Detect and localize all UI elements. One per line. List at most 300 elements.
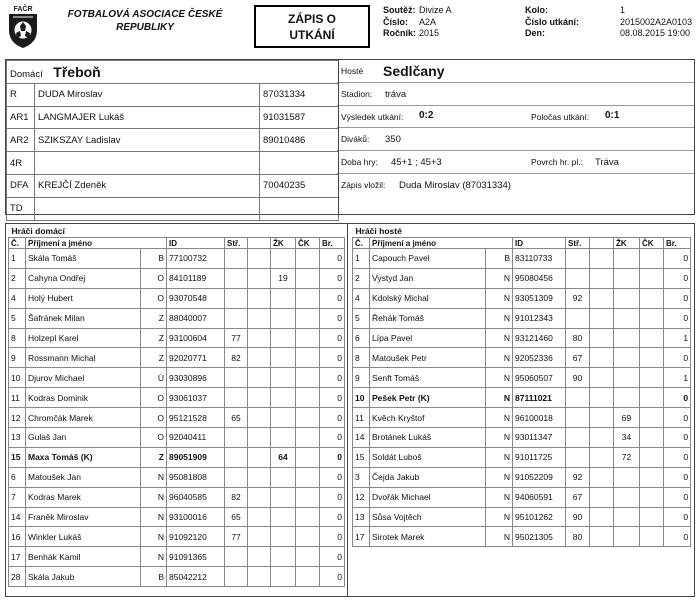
player-id: 96040585 — [167, 487, 225, 507]
player-name: Vystyd Jan — [370, 268, 486, 288]
official-role: 4R — [7, 152, 35, 175]
player-blank — [590, 408, 614, 428]
player-position: N — [486, 447, 513, 467]
player-substitution: 77 — [225, 527, 248, 547]
zapis-row — [337, 174, 694, 197]
player-row — [9, 348, 345, 368]
player-row — [9, 467, 345, 487]
player-substitution: 65 — [225, 408, 248, 428]
player-position: N — [486, 288, 513, 308]
col-ck: ČK — [296, 238, 320, 249]
player-red-card — [640, 388, 664, 408]
player-yellow-card — [614, 308, 640, 328]
col-id: ID — [167, 238, 225, 249]
player-number: 11 — [353, 408, 370, 428]
player-yellow-card — [271, 388, 296, 408]
player-blank — [248, 288, 271, 308]
player-id: 77100732 — [167, 249, 225, 269]
player-red-card — [640, 348, 664, 368]
player-number: 6 — [9, 467, 26, 487]
player-red-card — [640, 487, 664, 507]
player-blank — [590, 249, 614, 269]
player-id: 85042212 — [167, 567, 225, 587]
player-row — [353, 388, 691, 408]
player-position: N — [486, 368, 513, 388]
player-name: Winkler Lukáš — [26, 527, 141, 547]
document-title-line1: ZÁPIS O — [287, 12, 336, 26]
player-substitution: 65 — [225, 507, 248, 527]
player-substitution — [566, 428, 590, 448]
player-name: Sirotek Marek — [370, 527, 486, 547]
official-row — [7, 129, 339, 152]
player-blank — [590, 288, 614, 308]
player-red-card — [296, 547, 320, 567]
player-position: N — [486, 348, 513, 368]
player-number: 3 — [353, 467, 370, 487]
facr-logo — [3, 3, 43, 49]
player-blank — [590, 368, 614, 388]
player-id: 84101189 — [167, 268, 225, 288]
player-yellow-card — [614, 288, 640, 308]
home-label: Domácí — [10, 68, 43, 80]
player-id: 91011725 — [513, 447, 566, 467]
player-blank — [248, 268, 271, 288]
player-number: 11 — [9, 388, 26, 408]
player-id: 95080456 — [513, 268, 566, 288]
player-id: 96100018 — [513, 408, 566, 428]
player-number: 16 — [9, 527, 26, 547]
player-id: 95060507 — [513, 368, 566, 388]
den-label: Den: — [525, 28, 545, 38]
player-yellow-card — [271, 547, 296, 567]
player-row — [353, 428, 691, 448]
player-substitution: 90 — [566, 368, 590, 388]
player-blank — [590, 447, 614, 467]
player-yellow-card — [614, 328, 640, 348]
player-yellow-card — [614, 507, 640, 527]
player-position: O — [141, 288, 167, 308]
player-row — [9, 308, 345, 328]
player-name: Kdolský Michal — [370, 288, 486, 308]
player-id: 92020771 — [167, 348, 225, 368]
official-id — [260, 152, 339, 175]
player-goals: 0 — [320, 348, 345, 368]
player-goals: 0 — [320, 268, 345, 288]
player-position: N — [141, 487, 167, 507]
cislo-label: Číslo: — [383, 16, 409, 27]
home-players-title: Hráči domácí — [11, 226, 65, 236]
player-blank — [248, 447, 271, 467]
player-goals: 0 — [320, 447, 345, 467]
player-yellow-card — [271, 527, 296, 547]
player-position: Z — [141, 328, 167, 348]
player-goals: 0 — [664, 348, 691, 368]
player-row — [353, 447, 691, 467]
player-number: 2 — [353, 268, 370, 288]
player-id: 93121460 — [513, 328, 566, 348]
document-title-line2: UTKÁNÍ — [289, 28, 335, 42]
player-row — [9, 447, 345, 467]
col-str: Stř. — [225, 238, 248, 249]
player-substitution — [225, 547, 248, 567]
player-red-card — [296, 567, 320, 587]
player-number: 5 — [353, 308, 370, 328]
col-zk: ŽK — [271, 238, 296, 249]
player-substitution — [225, 308, 248, 328]
player-name: Brotánek Lukáš — [370, 428, 486, 448]
soutez-label: Soutěž: — [383, 5, 416, 15]
divaku-label: Diváků: — [341, 134, 370, 145]
rocnik-label: Ročník: — [383, 28, 417, 38]
player-number: 1 — [353, 249, 370, 269]
player-id: 93030896 — [167, 368, 225, 388]
player-red-card — [296, 328, 320, 348]
player-goals: 0 — [320, 428, 345, 448]
player-yellow-card — [614, 368, 640, 388]
official-name — [35, 152, 260, 175]
player-number: 9 — [9, 348, 26, 368]
player-blank — [590, 507, 614, 527]
player-substitution — [225, 288, 248, 308]
players-divider — [347, 223, 348, 597]
player-id: 93070548 — [167, 288, 225, 308]
player-blank — [248, 328, 271, 348]
player-number: 13 — [353, 507, 370, 527]
player-goals: 0 — [664, 507, 691, 527]
player-row — [353, 408, 691, 428]
player-red-card — [640, 308, 664, 328]
divaku-row — [337, 128, 694, 151]
player-name: Chromčák Marek — [26, 408, 141, 428]
player-position: O — [141, 408, 167, 428]
player-number: 4 — [9, 288, 26, 308]
player-blank — [248, 428, 271, 448]
player-substitution — [225, 268, 248, 288]
player-number: 5 — [9, 308, 26, 328]
away-players-table — [352, 225, 691, 547]
player-number: 28 — [9, 567, 26, 587]
player-blank — [590, 467, 614, 487]
player-position: Z — [141, 348, 167, 368]
player-row — [353, 268, 691, 288]
player-substitution: 92 — [566, 467, 590, 487]
player-number: 14 — [9, 507, 26, 527]
player-goals: 0 — [664, 408, 691, 428]
cislo-utkani-label: Číslo utkání: — [525, 16, 580, 27]
player-blank — [590, 308, 614, 328]
player-blank — [590, 388, 614, 408]
player-blank — [590, 348, 614, 368]
player-name: Matoušek Petr — [370, 348, 486, 368]
player-position: Z — [141, 308, 167, 328]
player-id: 93061037 — [167, 388, 225, 408]
player-position: O — [141, 428, 167, 448]
player-name: Holzepl Karel — [26, 328, 141, 348]
player-row — [353, 308, 691, 328]
player-id: 94060591 — [513, 487, 566, 507]
player-goals: 0 — [664, 447, 691, 467]
zapis-label: Zápis vložil: — [341, 179, 386, 190]
player-position: B — [141, 249, 167, 269]
player-substitution — [566, 308, 590, 328]
rocnik-value: 2015 — [419, 28, 440, 38]
official-id: 89010486 — [260, 129, 339, 152]
col-br: Br. — [664, 238, 691, 249]
player-yellow-card — [271, 249, 296, 269]
player-name: Benhák Kamil — [26, 547, 141, 567]
player-substitution — [566, 408, 590, 428]
player-substitution — [225, 567, 248, 587]
player-row — [9, 288, 345, 308]
player-position: B — [486, 249, 513, 269]
player-yellow-card — [271, 507, 296, 527]
player-red-card — [296, 288, 320, 308]
player-yellow-card — [271, 428, 296, 448]
player-red-card — [296, 428, 320, 448]
player-yellow-card — [614, 527, 640, 547]
player-row — [9, 567, 345, 587]
player-blank — [248, 567, 271, 587]
home-team-row — [7, 61, 339, 84]
player-blank — [248, 487, 271, 507]
player-position: Z — [141, 447, 167, 467]
player-position: N — [141, 527, 167, 547]
home-players-table — [8, 225, 345, 587]
den-value: 08.08.2015 19:00 — [620, 28, 691, 38]
player-name: Djurov Michael — [26, 368, 141, 388]
player-name: Maxa Tomáš (K) — [26, 447, 141, 467]
doba-row — [337, 151, 694, 174]
player-substitution — [225, 447, 248, 467]
stadion-value: tráva — [385, 88, 407, 100]
official-role: AR1 — [7, 106, 35, 129]
player-blank — [590, 527, 614, 547]
col-br: Br. — [320, 238, 345, 249]
player-id: 92052336 — [513, 348, 566, 368]
player-id: 91091365 — [167, 547, 225, 567]
col-ck: ČK — [640, 238, 664, 249]
player-yellow-card — [271, 308, 296, 328]
zapis-value: Duda Miroslav (87031334) — [399, 179, 511, 191]
player-red-card — [640, 288, 664, 308]
player-red-card — [640, 527, 664, 547]
cislo-utkani-value: 2015002A2A0103 — [620, 16, 693, 27]
player-red-card — [640, 428, 664, 448]
player-number: 15 — [9, 447, 26, 467]
player-position: N — [486, 507, 513, 527]
player-yellow-card — [614, 467, 640, 487]
home-team-name: Třeboň — [53, 63, 101, 80]
info-divider — [338, 59, 339, 215]
organization-name: FOTBALOVÁ ASOCIACE ČESKÉ REPUBLIKY — [67, 9, 223, 33]
player-substitution: 82 — [225, 487, 248, 507]
player-red-card — [296, 308, 320, 328]
col-name: Příjmení a jméno — [370, 238, 513, 249]
player-number: 6 — [353, 328, 370, 348]
player-blank — [248, 507, 271, 527]
player-blank — [248, 368, 271, 388]
player-substitution: 67 — [566, 348, 590, 368]
player-yellow-card — [614, 268, 640, 288]
col-id: ID — [513, 238, 566, 249]
col-name: Příjmení a jméno — [26, 238, 167, 249]
player-yellow-card — [271, 487, 296, 507]
player-number: 13 — [9, 428, 26, 448]
player-position: O — [141, 268, 167, 288]
player-row — [353, 368, 691, 388]
official-role: DFA — [7, 174, 35, 197]
player-goals: 0 — [664, 249, 691, 269]
player-name: Soldát Luboš — [370, 447, 486, 467]
player-red-card — [296, 447, 320, 467]
povrch-label: Povrch hr. pl.: — [531, 157, 583, 168]
player-row — [9, 547, 345, 567]
player-id: 93100016 — [167, 507, 225, 527]
official-name: KREJČÍ Zdeněk — [35, 174, 260, 197]
stadion-row — [337, 83, 694, 106]
player-row — [9, 408, 345, 428]
player-row — [9, 368, 345, 388]
player-number: 14 — [353, 428, 370, 448]
player-number: 15 — [353, 447, 370, 467]
player-yellow-card: 72 — [614, 447, 640, 467]
cislo-value: A2A — [419, 16, 437, 27]
col-c: Č. — [9, 238, 26, 249]
player-row — [9, 428, 345, 448]
player-red-card — [640, 249, 664, 269]
player-goals: 0 — [664, 527, 691, 547]
player-id: 91092120 — [167, 527, 225, 547]
player-name: Franěk Miroslav — [26, 507, 141, 527]
official-name — [35, 197, 260, 220]
player-number: 8 — [353, 348, 370, 368]
away-players-title: Hráči hosté — [355, 226, 402, 236]
player-blank — [590, 268, 614, 288]
player-row — [9, 249, 345, 269]
player-name: Čejda Jakub — [370, 467, 486, 487]
player-number: 10 — [353, 388, 370, 408]
player-row — [9, 388, 345, 408]
official-row — [7, 106, 339, 129]
player-yellow-card: 64 — [271, 447, 296, 467]
official-id: 70040235 — [260, 174, 339, 197]
kolo-value: 1 — [620, 5, 626, 15]
player-row — [353, 288, 691, 308]
player-id: 93011347 — [513, 428, 566, 448]
player-id: 88040007 — [167, 308, 225, 328]
player-red-card — [640, 507, 664, 527]
player-number: 1 — [9, 249, 26, 269]
vysledek-value: 0:2 — [419, 109, 434, 121]
player-blank — [248, 308, 271, 328]
player-red-card — [296, 487, 320, 507]
player-name: Kodras Marek — [26, 487, 141, 507]
player-id: 95081808 — [167, 467, 225, 487]
player-red-card — [640, 268, 664, 288]
player-blank — [590, 487, 614, 507]
polocas-value: 0:1 — [605, 109, 620, 121]
player-id: 91052209 — [513, 467, 566, 487]
player-name: Capouch Pavel — [370, 249, 486, 269]
player-goals: 0 — [320, 507, 345, 527]
polocas-label: Poločas utkání: — [531, 111, 590, 122]
player-goals: 0 — [664, 288, 691, 308]
result-row — [337, 106, 694, 129]
player-yellow-card — [271, 368, 296, 388]
player-goals: 0 — [320, 308, 345, 328]
stadion-label: Stadion: — [341, 88, 373, 99]
player-substitution — [225, 368, 248, 388]
player-number: 7 — [9, 487, 26, 507]
player-id: 95101262 — [513, 507, 566, 527]
divaku-value: 350 — [385, 134, 401, 146]
player-goals: 0 — [664, 467, 691, 487]
player-goals: 0 — [664, 428, 691, 448]
away-team-row — [337, 60, 694, 83]
official-row — [7, 174, 339, 197]
official-row — [7, 152, 339, 175]
player-yellow-card: 69 — [614, 408, 640, 428]
player-number: 2 — [9, 268, 26, 288]
player-name: Kvěch Kryštof — [370, 408, 486, 428]
player-name: Rossmann Michal — [26, 348, 141, 368]
player-substitution: 92 — [566, 288, 590, 308]
player-name: Cahyna Ondřej — [26, 268, 141, 288]
player-red-card — [640, 408, 664, 428]
player-blank — [248, 348, 271, 368]
player-position: N — [486, 408, 513, 428]
player-red-card — [296, 527, 320, 547]
player-position: N — [486, 487, 513, 507]
player-substitution: 80 — [566, 527, 590, 547]
player-goals: 1 — [664, 328, 691, 348]
kolo-label: Kolo: — [525, 5, 548, 15]
player-id: 87111021 — [513, 388, 566, 408]
player-goals: 0 — [664, 308, 691, 328]
player-position: N — [486, 467, 513, 487]
player-goals: 0 — [320, 467, 345, 487]
col-str: Stř. — [566, 238, 590, 249]
player-goals: 0 — [320, 328, 345, 348]
player-row — [353, 487, 691, 507]
player-row — [9, 527, 345, 547]
player-yellow-card — [271, 328, 296, 348]
player-position: O — [141, 388, 167, 408]
player-name: Skála Jakub — [26, 567, 141, 587]
player-row — [353, 527, 691, 547]
player-id: 95021305 — [513, 527, 566, 547]
soutez-value: Divize A — [419, 5, 452, 15]
player-name: Skála Tomáš — [26, 249, 141, 269]
away-label: Hosté — [341, 66, 364, 76]
match-meta — [525, 5, 695, 40]
player-yellow-card — [271, 348, 296, 368]
player-number: 12 — [353, 487, 370, 507]
player-substitution — [566, 268, 590, 288]
player-row — [9, 328, 345, 348]
povrch-value: Tráva — [595, 157, 619, 169]
player-blank — [248, 388, 271, 408]
player-number: 12 — [9, 408, 26, 428]
competition-meta — [383, 5, 523, 40]
player-row — [353, 507, 691, 527]
document-title — [254, 5, 370, 48]
player-goals: 0 — [664, 487, 691, 507]
player-id: 92040411 — [167, 428, 225, 448]
player-substitution — [566, 447, 590, 467]
player-position: N — [141, 467, 167, 487]
player-red-card — [640, 467, 664, 487]
